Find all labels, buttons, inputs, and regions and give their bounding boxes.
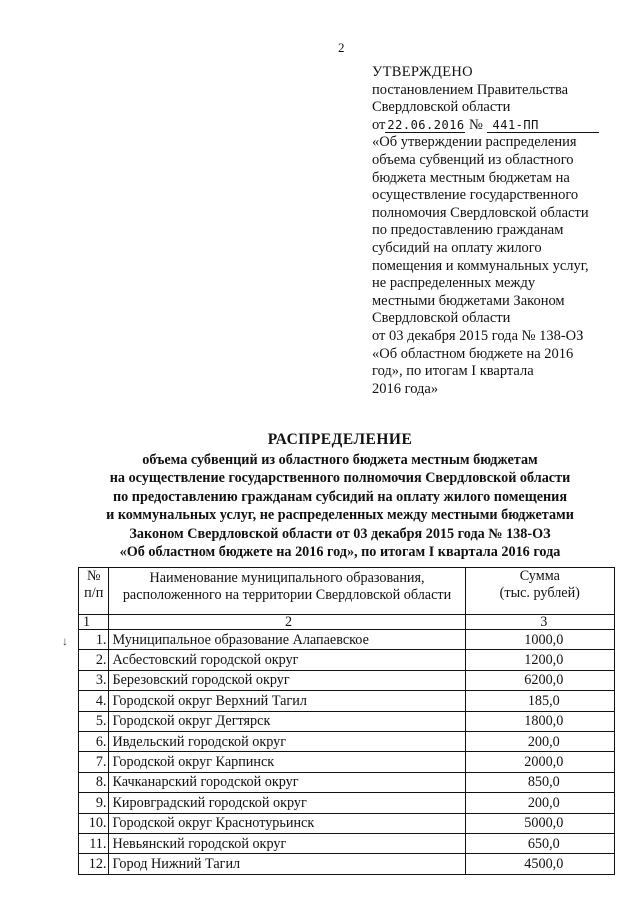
decree-date: 22.06.2016 [387, 117, 465, 132]
title-line: на осуществление государственного полномочия Свердловской области [109, 470, 571, 487]
table-row [79, 670, 615, 690]
title-line: объема субвенций из областного бюджета местным бюджетам [142, 452, 538, 468]
margin-mark: ↓ [62, 634, 68, 648]
municipality-name: Ивдельский городской округ [109, 731, 465, 751]
column-index: 2 [109, 615, 465, 630]
decree-title-line: полномочия Свердловской области [372, 204, 589, 221]
approval-line: постановлением Правительства [372, 81, 569, 98]
table-row [79, 813, 615, 833]
subvention-amount: 650,0 [465, 833, 614, 853]
table-row [79, 752, 615, 772]
header-name-line: Наименование муниципального образования, [149, 570, 425, 586]
row-number: 4. [79, 691, 109, 711]
decree-title-line: «Об областном бюджете на 2016 [372, 345, 574, 362]
header-sum [465, 568, 614, 615]
distribution-table [78, 567, 615, 875]
row-number: 3. [79, 670, 109, 690]
subvention-amount: 5000,0 [465, 813, 614, 833]
subvention-amount: 185,0 [465, 691, 614, 711]
header-sum-line: Сумма [519, 568, 560, 584]
title-heading: РАСПРЕДЕЛЕНИЕ [267, 431, 413, 448]
table-row [79, 630, 615, 650]
decree-title-line: от 03 декабря 2015 года № 138-ОЗ [372, 327, 584, 344]
row-number: 2. [79, 650, 109, 670]
row-number: 10. [79, 813, 109, 833]
page-number: 2 [338, 40, 345, 55]
subvention-amount: 1800,0 [465, 711, 614, 731]
municipality-name: Муниципальное образование Алапаевское [109, 630, 465, 650]
header-name-line: расположенного на территории Свердловской области [122, 587, 452, 603]
from-label: от [372, 116, 386, 133]
row-number: 1. [79, 630, 109, 650]
document-title [60, 431, 620, 561]
decree-title-line: субсидий на оплату жилого [372, 239, 542, 256]
decree-number: 441-ПП [487, 118, 599, 133]
column-index-row [79, 615, 615, 630]
municipality-name: Город Нижний Тагил [109, 854, 465, 874]
table-row [79, 691, 615, 711]
table-row [79, 650, 615, 670]
municipality-name: Городской округ Карпинск [109, 752, 465, 772]
title-line: и коммунальных услуг, не распределенных между местными бюджетами [106, 507, 574, 524]
decree-title-line: помещения и коммунальных услуг, [372, 257, 589, 274]
header-number [79, 568, 109, 615]
row-number: 11. [79, 833, 109, 853]
title-line: «Об областном бюджете на 2016 год», по итогам I квартала 2016 года [119, 544, 561, 561]
header-number-line: № [86, 568, 101, 584]
row-number: 8. [79, 772, 109, 792]
subvention-amount: 2000,0 [465, 752, 614, 772]
subvention-amount: 850,0 [465, 772, 614, 792]
decree-title-line: Свердловской области [372, 310, 511, 327]
table-row [79, 731, 615, 751]
row-number: 12. [79, 854, 109, 874]
municipality-name: Городской округ Дегтярск [109, 711, 465, 731]
municipality-name: Городской округ Краснотурьинск [109, 813, 465, 833]
table-row [79, 854, 615, 874]
municipality-name: Березовский городской округ [109, 670, 465, 690]
row-number: 6. [79, 731, 109, 751]
decree-title-line: не распределенных между [372, 275, 536, 292]
decree-title-line: по предоставлению гражданам [372, 222, 564, 239]
decree-title-line: местными бюджетами Законом [372, 292, 565, 309]
table-header-row [79, 568, 615, 615]
municipality-name: Асбестовский городской округ [109, 650, 465, 670]
column-index: 1 [79, 615, 109, 630]
municipality-name: Городской округ Верхний Тагил [109, 691, 465, 711]
municipality-name: Качканарский городской округ [109, 772, 465, 792]
decree-title-line: объема субвенций из областного [372, 151, 574, 168]
approval-stamp [372, 64, 622, 398]
subvention-amount: 6200,0 [465, 670, 614, 690]
table-body [79, 630, 615, 875]
row-number: 7. [79, 752, 109, 772]
table-row [79, 711, 615, 731]
header-sum-line: (тыс. рублей) [499, 585, 580, 601]
row-number: 9. [79, 793, 109, 813]
row-number: 5. [79, 711, 109, 731]
subvention-amount: 1000,0 [465, 630, 614, 650]
table-row [79, 772, 615, 792]
decree-title-line: 2016 года» [372, 380, 439, 397]
municipality-name: Невьянский городской округ [109, 833, 465, 853]
decree-title-line: бюджета местным бюджетам на [372, 169, 570, 186]
number-label: № [469, 116, 483, 133]
decree-reference [372, 117, 622, 135]
subvention-amount: 1200,0 [465, 650, 614, 670]
title-line: Законом Свердловской области от 03 декабря 2015 года № 138-ОЗ [129, 525, 551, 542]
header-number-line: п/п [84, 585, 104, 601]
table-row [79, 793, 615, 813]
table-row [79, 833, 615, 853]
decree-title-line: осуществление государственного [372, 187, 579, 204]
title-line: по предоставлению гражданам субсидий на оплату жилого помещения [112, 488, 568, 505]
municipality-name: Кировградский городской округ [109, 793, 465, 813]
column-index: 3 [465, 615, 614, 630]
subvention-amount: 200,0 [465, 793, 614, 813]
decree-title-line: «Об утверждении распределения [372, 134, 577, 151]
subvention-amount: 200,0 [465, 731, 614, 751]
approval-line: Свердловской области [372, 99, 511, 116]
subvention-amount: 4500,0 [465, 854, 614, 874]
decree-title-line: год», по итогам I квартала [372, 363, 534, 380]
header-name [109, 568, 465, 615]
approval-heading: УТВЕРЖДЕНО [372, 64, 473, 80]
